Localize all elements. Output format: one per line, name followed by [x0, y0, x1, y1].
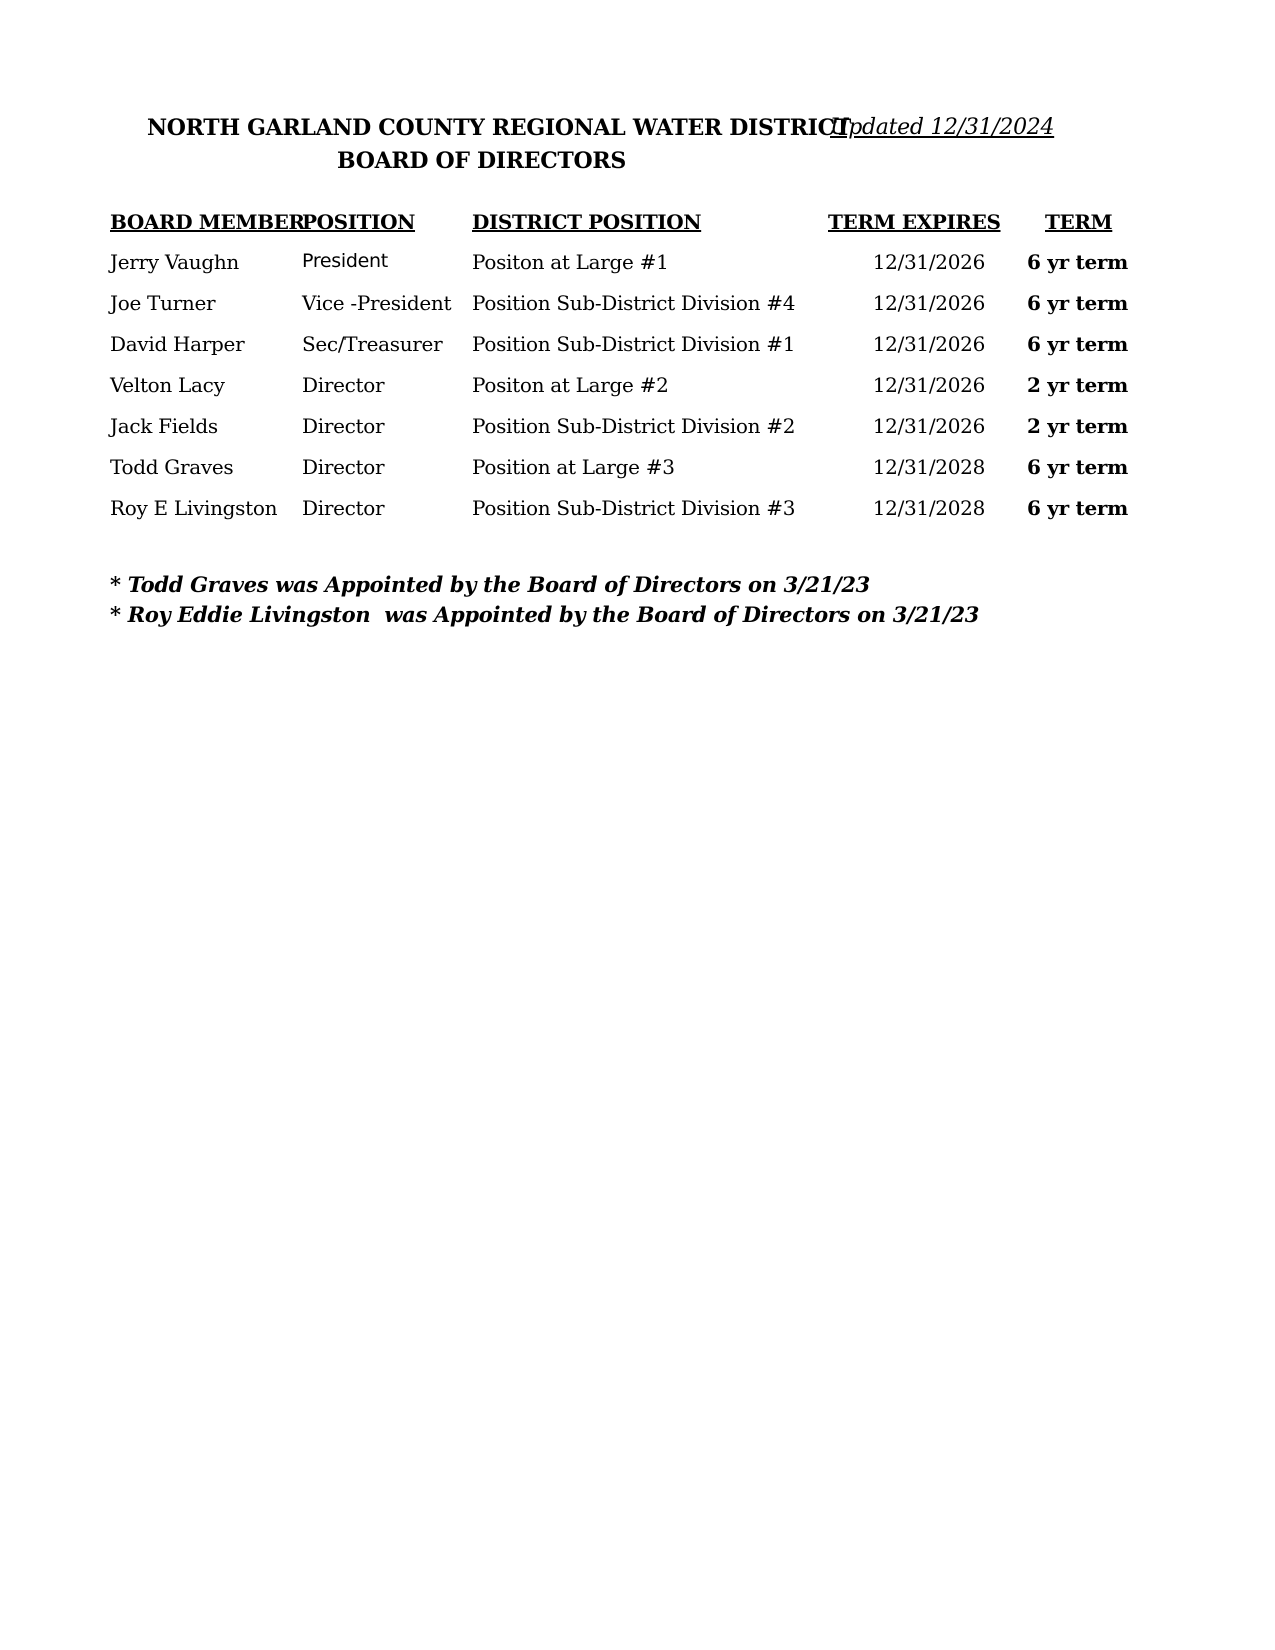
cell-member: Velton Lacy	[110, 373, 225, 397]
cell-term: 6 yr term	[1027, 250, 1128, 274]
cell-term: 6 yr term	[1027, 455, 1128, 479]
header-term-expires: TERM EXPIRES	[828, 210, 1001, 234]
cell-term: 2 yr term	[1027, 373, 1128, 397]
cell-position: President	[302, 250, 388, 272]
cell-district-position: Position Sub-District Division #2	[472, 414, 796, 438]
cell-district-position: Position at Large #3	[472, 455, 675, 479]
cell-term-expires: 12/31/2026	[872, 250, 985, 274]
appointment-note: * Todd Graves was Appointed by the Board of Directors on 3/21/23	[110, 572, 870, 597]
document-subtitle: BOARD OF DIRECTORS	[337, 148, 626, 174]
cell-position: Director	[302, 373, 385, 397]
cell-district-position: Position Sub-District Division #1	[472, 332, 796, 356]
updated-date: Updated 12/31/2024	[830, 115, 1055, 140]
header-position: POSITION	[302, 210, 416, 234]
cell-term-expires: 12/31/2028	[872, 455, 985, 479]
document-title: NORTH GARLAND COUNTY REGIONAL WATER DISTRICT	[147, 115, 851, 141]
cell-position: Director	[302, 414, 385, 438]
cell-position: Sec/Treasurer	[302, 332, 443, 356]
cell-position: Vice -President	[302, 291, 452, 315]
header-term: TERM	[1045, 210, 1113, 234]
table-row	[0, 414, 1275, 454]
cell-term: 6 yr term	[1027, 332, 1128, 356]
cell-term-expires: 12/31/2026	[872, 291, 985, 315]
cell-district-position: Positon at Large #2	[472, 373, 669, 397]
cell-member: David Harper	[110, 332, 245, 356]
cell-term-expires: 12/31/2026	[872, 414, 985, 438]
table-row	[0, 291, 1275, 331]
cell-term: 2 yr term	[1027, 414, 1128, 438]
cell-district-position: Positon at Large #1	[472, 250, 669, 274]
cell-term-expires: 12/31/2026	[872, 373, 985, 397]
header-district-position: DISTRICT POSITION	[472, 210, 702, 234]
table-row	[0, 250, 1275, 290]
cell-term-expires: 12/31/2026	[872, 332, 985, 356]
cell-term: 6 yr term	[1027, 496, 1128, 520]
appointment-note: * Roy Eddie Livingston was Appointed by the Board of Directors on 3/21/23	[110, 602, 980, 627]
cell-member: Todd Graves	[110, 455, 234, 479]
table-row	[0, 332, 1275, 372]
table-row	[0, 373, 1275, 413]
table-row	[0, 455, 1275, 495]
header-board-member: BOARD MEMBER	[110, 210, 305, 234]
cell-member: Jerry Vaughn	[110, 250, 240, 274]
cell-member: Roy E Livingston	[110, 496, 278, 520]
cell-member: Joe Turner	[110, 291, 216, 315]
cell-position: Director	[302, 455, 385, 479]
cell-term-expires: 12/31/2028	[872, 496, 985, 520]
cell-member: Jack Fields	[110, 414, 218, 438]
cell-district-position: Position Sub-District Division #3	[472, 496, 796, 520]
cell-position: Director	[302, 496, 385, 520]
cell-district-position: Position Sub-District Division #4	[472, 291, 796, 315]
cell-term: 6 yr term	[1027, 291, 1128, 315]
table-row	[0, 496, 1275, 536]
